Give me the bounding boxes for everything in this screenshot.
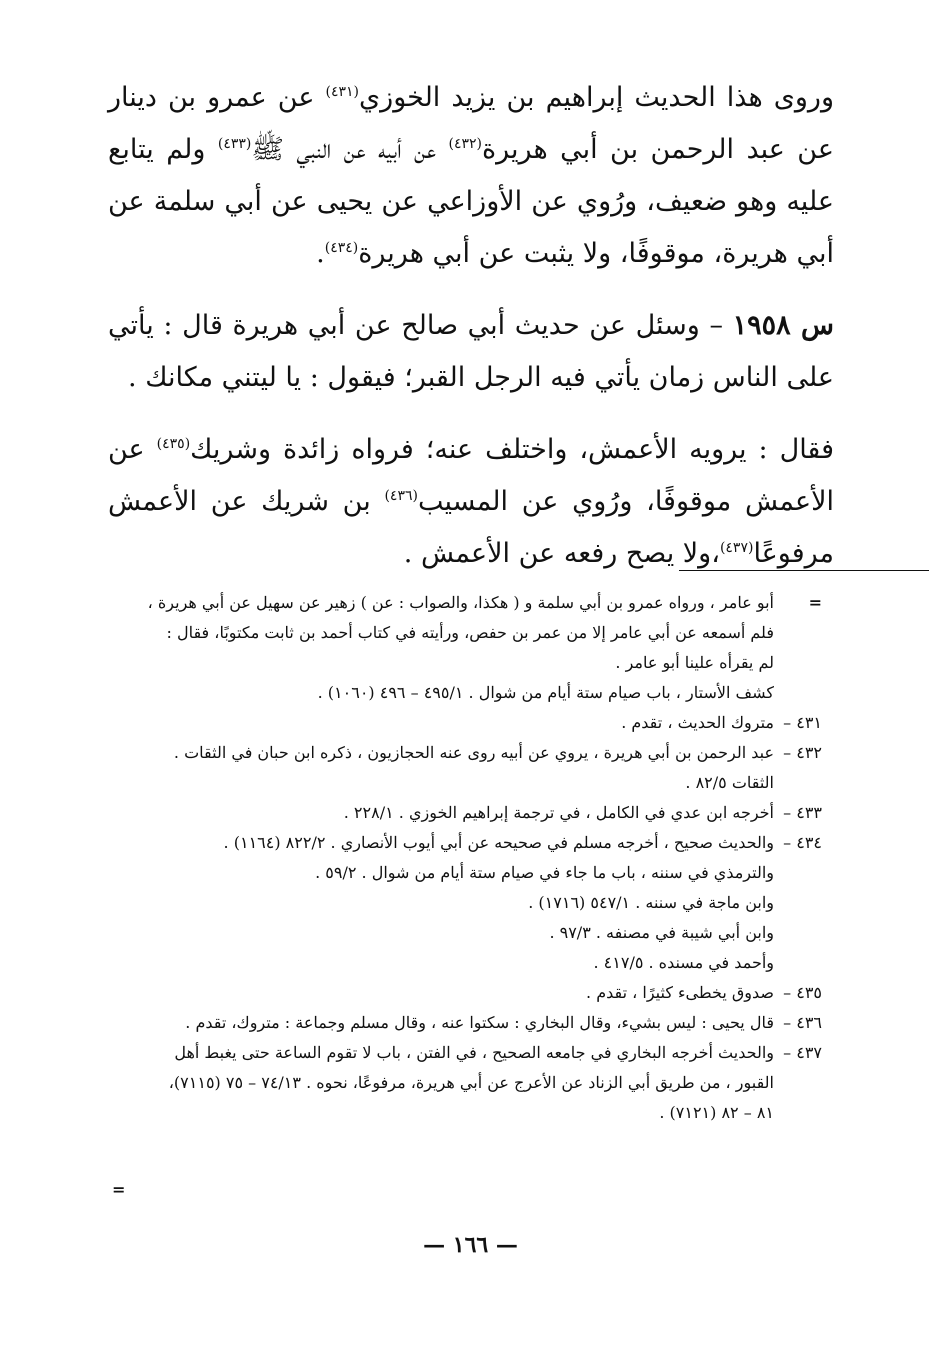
footnote-434 <box>108 828 822 978</box>
footnote-number: ٤٣٣ – <box>783 803 822 822</box>
paragraph-3-part-1: فقال : يرويه الأعمش، واختلف عنه؛ فرواه زائدة وشريك <box>190 434 835 465</box>
note-line: كشف الأستار ، باب صيام ستة أيام من شوال . ٤٩٥/١ – ٤٩٦ (١٠٦٠) . <box>317 683 774 702</box>
note-line: أخرجه ابن عدي في الكامل ، في ترجمة إبراهيم الخوزي . ٢٢٨/١ . <box>343 803 774 822</box>
paragraph-1-part-4: ولم يتابع عليه وهو ضعيف، ورُوي عن الأوزاعي عن يحيى عن أبي سلمة عن أبي هريرة، موقوفًا، ولا يثبت عن أبي هريرة <box>108 134 834 269</box>
paragraph-3-part-3: بن شريك عن الأعمش مرفوعًا <box>108 486 834 569</box>
continuation-body <box>108 588 774 708</box>
footnote-ref-434[interactable]: (٤٣٤) <box>324 240 359 256</box>
note-line: عبد الرحمن بن أبي هريرة ، يروي عن أبيه روى عنه الحجازيون ، ذكره ابن حبان في الثقات . <box>173 743 774 762</box>
footnote-437 <box>108 1038 822 1128</box>
footnote-number: ٤٣٦ – <box>783 1013 822 1032</box>
note-line: والترمذي في سننه ، باب ما جاء في صيام ستة أيام من شوال . ٥٩/٢ . <box>315 863 774 882</box>
note-line: الثقات ٨٢/٥ . <box>685 773 774 792</box>
paragraph-1-part-3: عن أبيه عن النبي ﷺ <box>251 134 449 165</box>
note-line: أبو عامر ، ورواه عمرو بن أبي سلمة و ( هكذا، والصواب : عن ) زهير عن سهيل عن أبي هريرة ، <box>147 593 774 612</box>
note-line: القبور ، من طريق أبي الزناد عن الأعرج عن أبي هريرة، مرفوعًا، نحوه . ٧٤/١٣ – ٧٥ (٧١١٥)، <box>168 1073 774 1092</box>
footnote-number: ٤٣٥ – <box>783 983 822 1002</box>
paragraph-2 <box>108 300 834 404</box>
note-line: ٨١ – ٨٢ (٧١٢١) . <box>659 1103 774 1122</box>
question-number: س ١٩٥٨ <box>732 310 834 341</box>
footnote-number: ٤٣١ – <box>783 713 822 732</box>
main-text <box>108 72 834 580</box>
note-line: لم يقرأه علينا أبو عامر . <box>615 653 774 672</box>
footnote-number: ٤٣٢ – <box>783 743 822 762</box>
question-text: – وسئل عن حديث أبي صالح عن أبي هريرة قال : يأتي على الناس زمان يأتي فيه الرجل القبر؛ فيقول : يا ليتني مكانك . <box>108 310 834 393</box>
note-line: صدوق يخطىء كثيرًا ، تقدم . <box>586 983 774 1002</box>
footnote-divider <box>679 570 929 571</box>
footnote-433 <box>108 798 822 828</box>
note-line: وأحمد في مسنده . ٤١٧/٥ . <box>593 953 774 972</box>
footnote-ref-436[interactable]: (٤٣٦) <box>384 488 418 504</box>
note-line: فلم أسمعه عن أبي عامر إلا من عمر بن حفص، ورأيته في كتاب أحمد بن ثابت مكتوبًا، فقال : <box>166 623 774 642</box>
paragraph-3-part-4: ،ولا يصح رفعه عن الأعمش . <box>403 538 720 569</box>
footnotes <box>108 588 822 1128</box>
note-line: وابن أبي شيبة في مصنفه . ٩٧/٣ . <box>549 923 774 942</box>
footnote-continuation <box>108 588 822 708</box>
note-line: والحديث أخرجه البخاري في جامعه الصحيح ، في الفتن ، باب لا تقوم الساعة حتى يغبط أهل <box>174 1043 774 1062</box>
paragraph-3-part-2: عن الأعمش موقوفًا، ورُوي عن المسيب <box>108 434 834 517</box>
continuation-mark: = <box>808 593 822 612</box>
footnote-ref-432[interactable]: (٤٣٢) <box>448 136 482 152</box>
footnote-number: ٤٣٤ – <box>783 833 822 852</box>
paragraph-1 <box>108 72 834 280</box>
footnote-ref-435[interactable]: (٤٣٥) <box>156 436 191 452</box>
footnote-ref-433[interactable]: (٤٣٣) <box>217 136 252 152</box>
footnote-ref-437[interactable]: (٤٣٧) <box>719 540 754 556</box>
note-line: قال يحيى : ليس بشيء، وقال البخاري : سكتوا عنه ، وقال مسلم وجماعة : متروك، تقدم . <box>185 1013 774 1032</box>
footnote-436 <box>108 1008 822 1038</box>
note-line: متروك الحديث ، تقدم . <box>621 713 774 732</box>
paragraph-1-part-1: وروى هذا الحديث إبراهيم بن يزيد الخوزي <box>359 82 834 113</box>
footnote-number: ٤٣٧ – <box>783 1043 822 1062</box>
footnote-435 <box>108 978 822 1008</box>
footnote-432 <box>108 738 822 798</box>
paragraph-1-part-5: . <box>316 238 325 269</box>
note-line: وابن ماجة في سننه . ٥٤٧/١ (١٧١٦) . <box>528 893 774 912</box>
paragraph-1-part-2: عن عمرو بن دينار عن عبد الرحمن بن أبي هريرة <box>108 82 834 165</box>
page-number: — ١٦٦ — <box>423 1232 518 1258</box>
continuation-end-mark: = <box>112 1180 126 1199</box>
footnote-ref-431[interactable]: (٤٣١) <box>325 84 360 100</box>
paragraph-3 <box>108 424 834 580</box>
footnote-431 <box>108 708 822 738</box>
note-line: والحديث صحيح ، أخرجه مسلم في صحيحه عن أبي أيوب الأنصاري . ٨٢٢/٢ (١١٦٤) . <box>223 833 774 852</box>
